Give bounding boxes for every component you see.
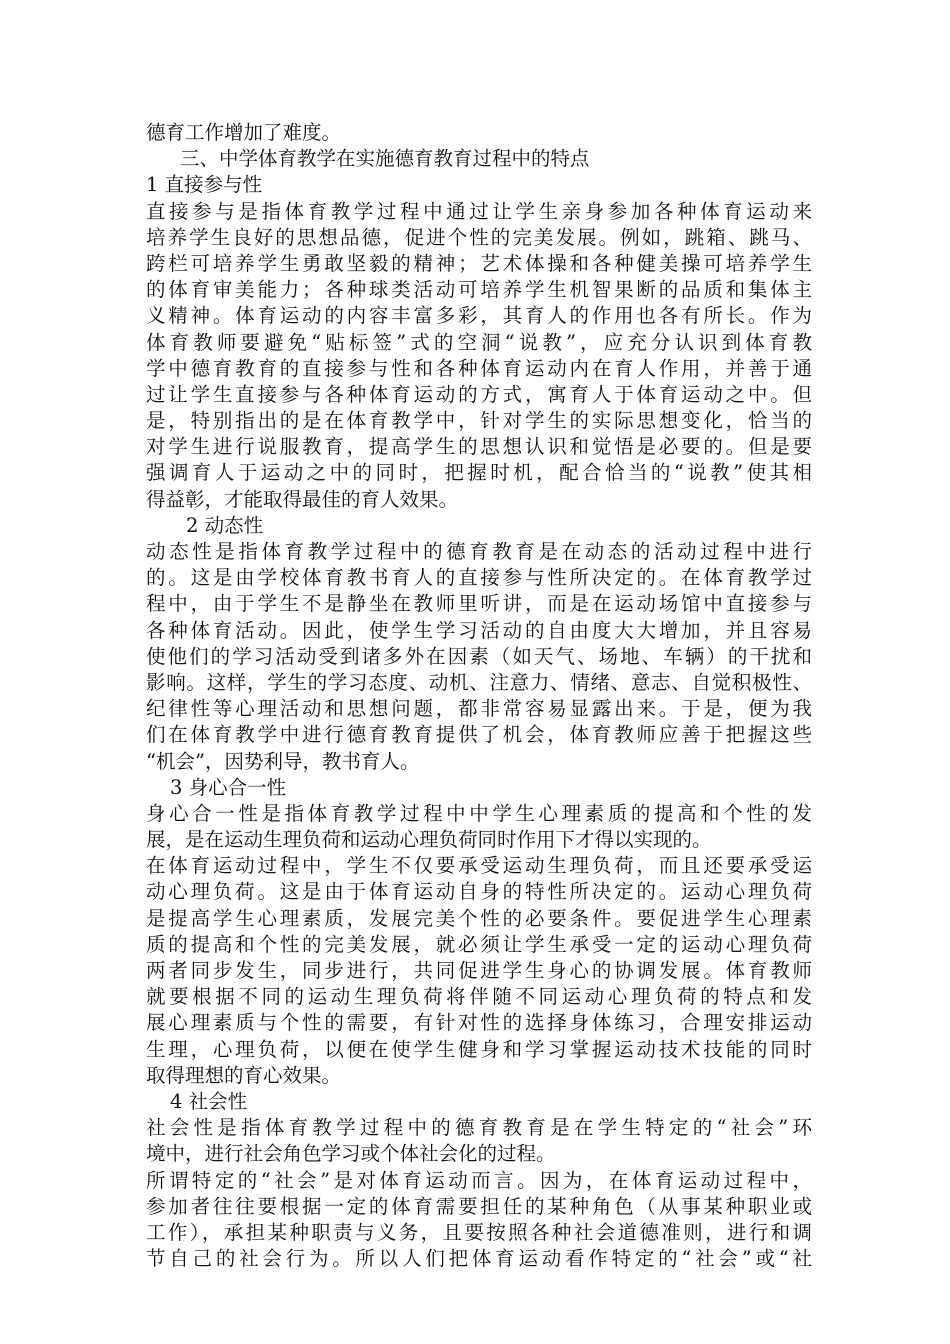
section-heading: 三、中学体育教学在实施德育教育过程中的特点 (180, 147, 590, 171)
text-line: 各种体育活动。因此，使学生学习活动的自由度大大增加，并且容易 (146, 618, 812, 642)
text-line: 动心理负荷。这是由于体育运动自身的特性所决定的。运动心理负荷 (146, 880, 812, 904)
text-line: 德育工作增加了难度。 (146, 121, 342, 144)
text-line: 过让学生直接参与各种体育运动的方式，寓育人于体育运动之中。但 (146, 382, 812, 406)
text-line: 程中，由于学生不是静坐在教师里听讲，而是在运动场馆中直接参与 (146, 592, 812, 616)
text-line: 身心合一性是指体育教学过程中中学生心理素质的提高和个性的发 (146, 801, 812, 825)
text-line: 动态性是指体育教学过程中的德育教育是在动态的活动过程中进行 (146, 540, 812, 563)
text-line: 所谓特定的“社会”是对体育运动而言。因为，在体育运动过程中， (146, 1168, 812, 1192)
text-line: 是提高学生心理素质，发展完美个性的必要条件。要促进学生心理素 (146, 906, 812, 930)
text-line: 两者同步发生，同步进行，共同促进学生身心的协调发展。体育教师 (146, 959, 812, 982)
subsection-heading: 4 社会性 (170, 1089, 248, 1113)
text-line: 得益彰，才能取得最佳的育人效果。 (146, 487, 459, 511)
document-body (146, 120, 812, 1272)
text-line: 生理，心理负荷，以便在使学生健身和学习掌握运动技术技能的同时 (146, 1037, 812, 1061)
text-line: 跨栏可培养学生勇敢坚毅的精神；艺术体操和各种健美操可培养学生 (146, 251, 812, 275)
text-line: “机会”，因势利导，教书育人。 (146, 749, 420, 773)
text-line: 参加者往往要根据一定的体育需要担任的某种角色（从事某种职业或 (146, 1194, 812, 1218)
text-line: 节自己的社会行为。所以人们把体育运动看作特定的“社会”或“社 (146, 1247, 812, 1271)
text-line: 的。这是由学校体育教书育人的直接参与性所决定的。在体育教学过 (146, 566, 812, 590)
text-line: 纪律性等心理活动和思想问题，都非常容易显露出来。于是，便为我 (146, 697, 812, 721)
text-line: 工作），承担某种职责与义务，且要按照各种社会道德准则，进行和调 (146, 1220, 812, 1244)
text-line: 强调育人于运动之中的同时，把握时机，配合恰当的“说教”使其相 (146, 461, 812, 485)
text-line: 培养学生良好的思想品德，促进个性的完美发展。例如，跳箱、跳马、 (146, 225, 812, 249)
text-line: 社会性是指体育教学过程中的德育教育是在学生特定的“社会”环 (146, 1116, 812, 1140)
text-line: 展，是在运动生理负荷和运动心理负荷同时作用下才得以实现的。 (146, 828, 712, 852)
text-line: 质的提高和个性的完美发展，就必须让学生承受一定的运动心理负荷 (146, 932, 812, 956)
text-line: 境中，进行社会角色学习或个体社会化的过程。 (146, 1142, 556, 1166)
text-line: 体育教师要避免“贴标签”式的空洞“说教”，应充分认识到体育教 (146, 330, 812, 354)
subsection-heading: 2 动态性 (186, 513, 264, 537)
text-line: 影响。这样，学生的学习态度、动机、注意力、情绪、意志、自觉积极性、 (146, 670, 812, 694)
text-line: 1 直接参与性 (146, 173, 263, 197)
text-line: 义精神。体育运动的内容丰富多彩，其育人的作用也各有所长。作为 (146, 304, 812, 328)
text-line: 就要根据不同的运动生理负荷将伴随不同运动心理负荷的特点和发 (146, 985, 812, 1009)
text-line: 展心理素质与个性的需要，有针对性的选择身体练习，合理安排运动 (146, 1011, 812, 1035)
text-line: 取得理想的育心效果。 (146, 1063, 342, 1087)
text-line: 学中德育教育的直接参与性和各种体育运动内在育人作用，并善于通 (146, 356, 812, 380)
text-line: 在体育运动过程中，学生不仅要承受运动生理负荷，而且还要承受运 (146, 854, 812, 878)
text-line: 们在体育教学中进行德育教育提供了机会，体育教师应善于把握这些 (146, 723, 812, 747)
text-line: 是，特别指出的是在体育教学中，针对学生的实际思想变化，恰当的 (146, 409, 812, 433)
text-line: 对学生进行说服教育，提高学生的思想认识和觉悟是必要的。但是要 (146, 435, 812, 459)
text-line: 直接参与是指体育教学过程中通过让学生亲身参加各种体育运动来 (146, 199, 812, 223)
subsection-heading: 3 身心合一性 (170, 775, 287, 799)
text-line: 的体育审美能力；各种球类活动可培养学生机智果断的品质和集体主 (146, 278, 812, 302)
text-line: 使他们的学习活动受到诸多外在因素（如天气、场地、车辆）的干扰和 (146, 644, 812, 668)
